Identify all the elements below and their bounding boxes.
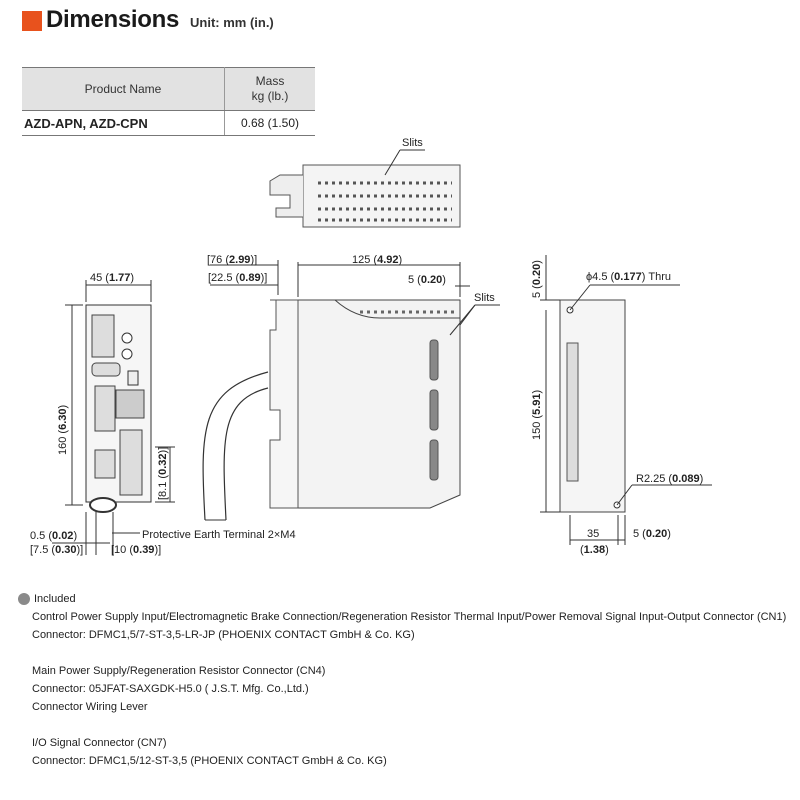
dim-8-1: [8.1 (0.32)] bbox=[157, 446, 169, 500]
rear-view bbox=[540, 255, 712, 545]
cn7-description: I/O Signal Connector (CN7) bbox=[32, 737, 167, 749]
mass-cell: 0.68 (1.50) bbox=[225, 111, 316, 136]
dim-5-vertical: 5 (0.20) bbox=[531, 260, 543, 298]
product-name-sep: , bbox=[82, 115, 90, 131]
slits-side-label: Slits bbox=[474, 292, 495, 304]
cn1-description: Control Power Supply Input/Electromagnetic Brake Connection/Regeneration Resistor Thermal Input/Power Removal Signal Input-Output Connector (CN1) bbox=[32, 611, 787, 623]
cn7-connector bbox=[120, 430, 142, 495]
protective-earth-label: Protective Earth Terminal 2×M4 bbox=[142, 529, 296, 541]
product-name-header: Product Name bbox=[22, 68, 225, 111]
cable bbox=[203, 372, 268, 520]
dim-7-5: [7.5 (0.30)] bbox=[30, 544, 84, 556]
dim-150: 150 (5.91) bbox=[531, 389, 543, 440]
cn4-connector-text: Connector: 05JFAT-SAXGDK-H5.0 ( J.S.T. Mfg. Co.,Ltd.) bbox=[32, 683, 309, 695]
cn4-connector bbox=[95, 386, 115, 431]
included-section bbox=[18, 590, 786, 770]
product-name-b: AZD-CPN bbox=[89, 115, 148, 131]
dim-125: 125 (4.92) bbox=[352, 254, 403, 266]
cn7-connector-text: Connector: DFMC1,5/12-ST-3,5 (PHOENIX CONTACT GmbH & Co. KG) bbox=[32, 755, 387, 767]
cn4-description: Main Power Supply/Regeneration Resistor Connector (CN4) bbox=[32, 665, 326, 677]
product-name-a: AZD-APN bbox=[24, 115, 83, 131]
mass-header-line2: kg (lb.) bbox=[251, 89, 289, 103]
dim-5-bottom: 5 (0.20) bbox=[633, 528, 671, 540]
top-view bbox=[270, 150, 460, 227]
mass-header-line1: Mass bbox=[255, 74, 285, 88]
slits-top-label: Slits bbox=[402, 137, 423, 149]
included-list bbox=[18, 608, 786, 770]
dim-5-top: 5 (0.20) bbox=[408, 274, 446, 286]
side-view bbox=[203, 260, 500, 520]
dim-22-5: [22.5 (0.89)] bbox=[208, 272, 268, 284]
included-title: Included bbox=[34, 593, 76, 605]
earth-terminal bbox=[90, 498, 116, 512]
cn1-connector bbox=[92, 315, 114, 357]
dim-35-inch: (1.38) bbox=[580, 544, 609, 556]
dim-r2-25: R2.25 (0.089) bbox=[636, 473, 704, 485]
cn4-lever-text: Connector Wiring Lever bbox=[32, 701, 148, 713]
unit-label: Unit: mm (in.) bbox=[190, 15, 274, 30]
cn1-connector-text: Connector: DFMC1,5/7-ST-3,5-LR-JP (PHOENIX CONTACT GmbH & Co. KG) bbox=[32, 629, 415, 641]
dim-0-5: 0.5 (0.02) bbox=[30, 530, 78, 542]
dim-width-45: 45 (1.77) bbox=[90, 272, 135, 284]
bullet-dot-icon bbox=[18, 593, 30, 605]
section-title: Dimensions bbox=[46, 6, 180, 33]
dim-160: 160 (6.30) bbox=[57, 404, 69, 455]
dim-10: [10 (0.39)] bbox=[111, 544, 162, 556]
front-view bbox=[52, 280, 175, 555]
dim-35: 35 bbox=[587, 528, 600, 540]
dim-hole: ϕ4.5 (0.177) Thru bbox=[586, 271, 672, 283]
dim-76: [76 (2.99)] bbox=[207, 254, 258, 266]
included-heading bbox=[18, 590, 786, 608]
